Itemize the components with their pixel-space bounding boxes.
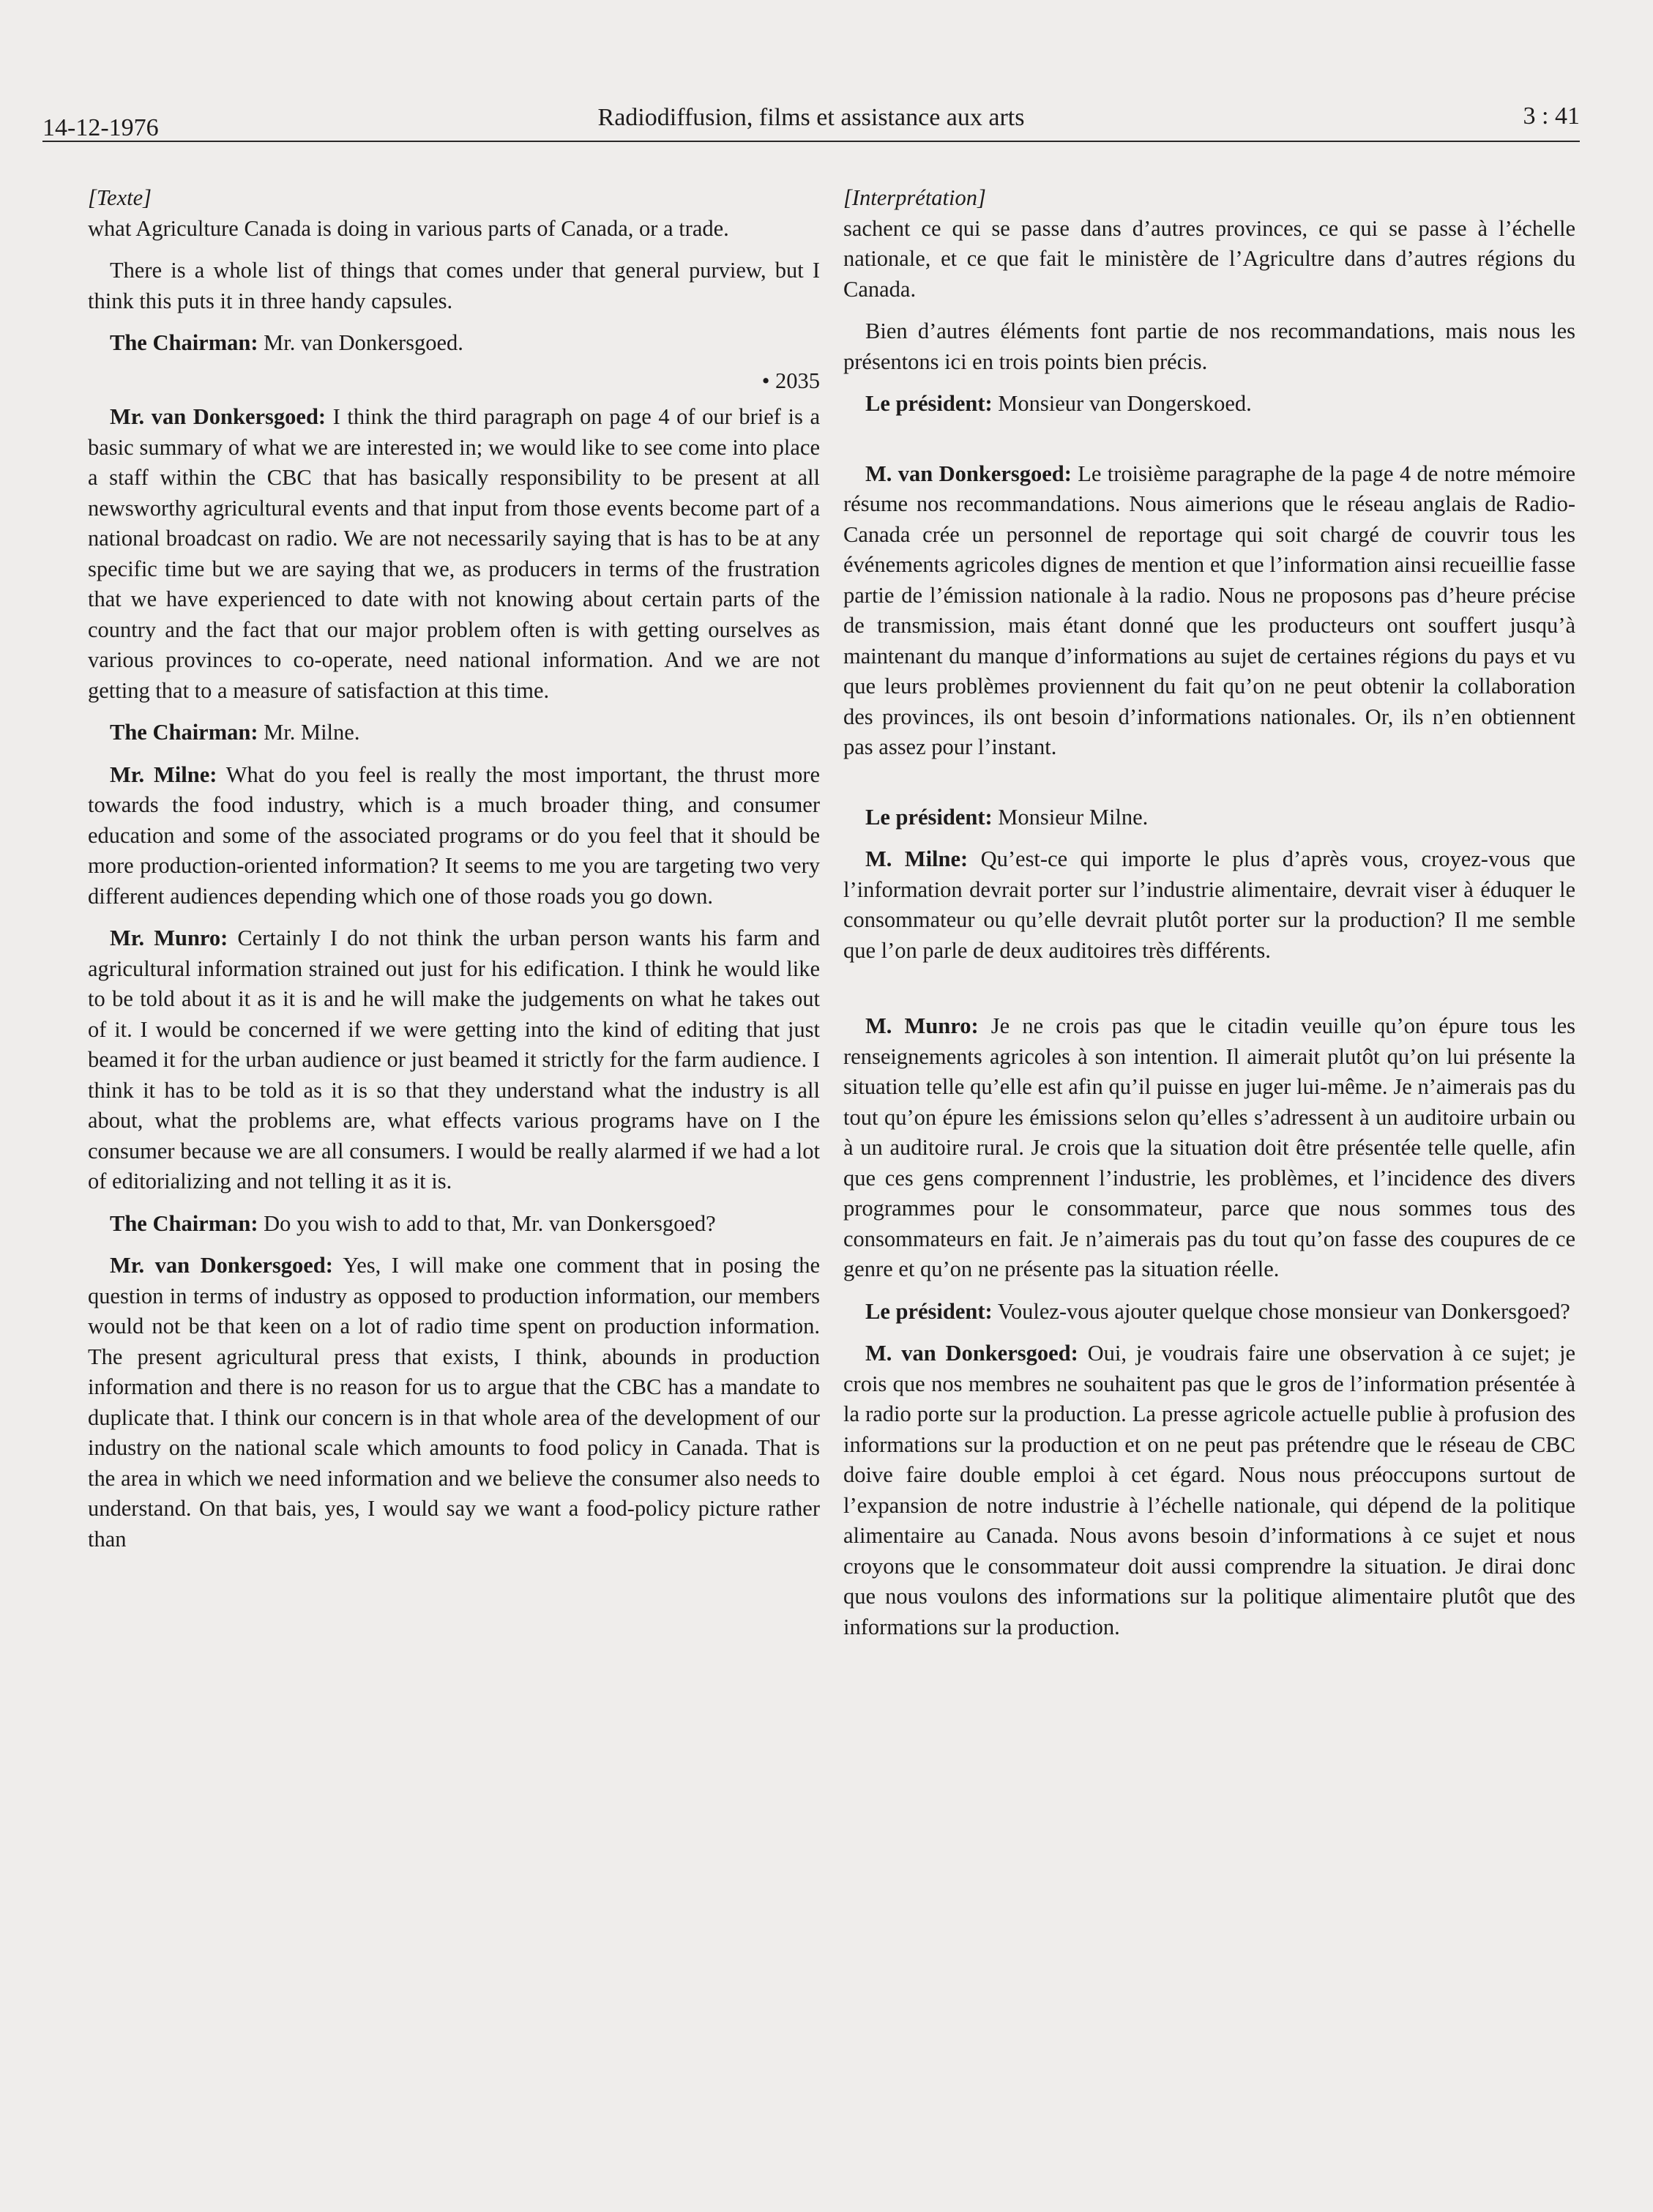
speech-text: Oui, je voudrais faire une observation à ce sujet; je crois que nos membres ne souhaitent pas que le gros de l’information présentée à la radio porte sur la production. La presse agricole actuelle publie à profusion des informations sur la production et on ne peut pas prétendre que le réseau de CBC doive faire double emploi à cet égard. Nous nous préoccupons surtout de l’expansion de notre industrie à l’échelle nationale, qui dépend de la politique alimentaire au Canada. Nous avons besoin d’informations à ce sujet et nous croyons que le consommateur doit aussi comprendre la situation. Je dirai donc que nous voulons des informations sur la politique alimentaire plutôt que des informations sur la production.: [843, 1341, 1575, 1639]
speaker-paragraph: [88, 402, 820, 706]
speaker-paragraph: [843, 1297, 1575, 1327]
header-page-number: 3 : 41: [1523, 103, 1580, 130]
speaker-name: Le président:: [865, 1298, 993, 1324]
speech-text: Mr. van Donkersgoed.: [264, 330, 463, 355]
speaker-paragraph: [88, 760, 820, 912]
speaker-name: Le président:: [865, 804, 993, 830]
speaker-paragraph: [843, 844, 1575, 966]
speaker-paragraph: [88, 1209, 820, 1240]
speaker-paragraph: [88, 328, 820, 359]
header-date: 14-12-1976: [42, 114, 159, 141]
paragraph: sachent ce qui se passe dans d’autres provinces, ce qui se passe à l’échelle nationale, et ce que fait le ministère de l’Agricultre dans d’autres régions du Canada.: [843, 215, 1575, 302]
speaker-name: M. van Donkersgoed:: [865, 1341, 1078, 1366]
speaker-name: Mr. van Donkersgoed:: [110, 1253, 333, 1278]
speaker-paragraph: [88, 923, 820, 1197]
speech-text: Certainly I do not think the urban person wants his farm and agricultural information strained out just for his edification. I think he would like to be told about it as it is and he will make the judgements on what he takes out of it. I would be concerned if we were getting into the kind of editing that just beamed it for the urban audience or just beamed it strictly for the farm audience. I think it has to be told as it is so that they understand what the industry is all about, what the problems are, what effects various programs have on I the consumer because we are all consumers. I would be really alarmed if we had a lot of editorializing and not telling it as it is.: [88, 926, 820, 1193]
speaker-paragraph: [843, 459, 1575, 763]
speaker-name: Le président:: [865, 391, 993, 416]
speaker-name: Mr. Milne:: [110, 761, 217, 787]
page-header: [42, 103, 1580, 142]
speaker-paragraph: [88, 718, 820, 748]
speech-text: Mr. Milne.: [264, 720, 360, 745]
speech-text: Je ne crois pas que le citadin veuille qu’on épure tous les renseignements agricoles à son intention. Il aimerait plutôt qu’on lui présente la situation telle qu’elle est afin qu’il puisse en juger lui-même. Je n’aimerais pas du tout qu’on épure les émissions selon qu’elles s’adressent à un auditoire urbain ou à un auditoire rural. Je crois que la situation doit être présentée telle quelle, afin que ces gens comprennent l’industrie, les problèmes, et l’incidence des divers programmes pour le consommateur, parce que nous sommes tous des consommateurs en fait. Je n’aimerais pas du tout qu’on fasse des coupures de ce genre et qu’on ne présente pas la situation réelle.: [843, 1013, 1576, 1281]
speaker-paragraph: [843, 389, 1575, 420]
speech-text: Le troisième paragraphe de la page 4 de notre mémoire résume nos recommandations. Nous aimerions que le réseau anglais de Radio-Canada crée un personnel de reportage qui soit chargé de couvrir tous les événements agricoles dignes de mention et que l’information ainsi recueillie fasse partie de l’émission nationale à la radio. Nous ne proposons pas d’heure précise de transmission, mais étant donné que les producteurs ont souffert jusqu’à maintenant du manque d’informations au sujet de certaines régions du pays et vu que leurs problèmes proviennent du fait qu’on ne peut obtenir la collaboration des provinces, ils ont besoin d’informations nationales. Or, ils n’en obtiennent pas assez pour l’instant.: [843, 461, 1576, 759]
speaker-name: Mr. van Donkersgoed:: [110, 404, 327, 429]
speaker-paragraph: [843, 1011, 1575, 1285]
speaker-name: M. van Donkersgoed:: [865, 461, 1072, 486]
speech-text: Monsieur van Dongerskoed.: [998, 391, 1252, 416]
left-column-english: [88, 183, 820, 1554]
speech-text: Do you wish to add to that, Mr. van Donkersgoed?: [264, 1210, 716, 1236]
section-label: [Interprétation]: [843, 185, 986, 210]
speech-text: I think the third paragraph on page 4 of our brief is a basic summary of what we are interested in; we would like to see come into place a staff within the CBC that has basically responsibility to be present at all newsworthy agricultural events and that input from those events become part of a national broadcast on radio. We are not necessarily saying that is has to be at any specific time but we are saying that we, as producers in terms of the frustration that we have experienced to date with not knowing about certain parts of the country and the fact that our major problem often is with getting ourselves as various provinces to co-operate, need national information. And we are not getting that to a measure of satisfaction at this time.: [88, 404, 820, 703]
header-title: Radiodiffusion, films et assistance aux arts: [597, 104, 1025, 131]
speaker-name: Mr. Munro:: [110, 926, 228, 950]
speaker-paragraph: [88, 1251, 820, 1554]
speech-text: Qu’est-ce qui importe le plus d’après vous, croyez-vous que l’information devrait porter sur l’industrie alimentaire, devrait viser à éduquer le consommateur ou qu’elle devrait plutôt porter sur la production? Il me semble que l’on parle de deux auditoires très différents.: [843, 846, 1576, 963]
speech-text: Yes, I will make one comment that in posing the question in terms of industry as opposed to production information, our members would not be that keen on a lot of radio time spent on production information. The present agricultural press that exists, I think, abounds in production information and there is no reason for us to argue that the CBC has a mandate to duplicate that. I think our concern is in that whole area of the development of our industry on the national scale which amounts to food policy in Canada. That is the area in which we need information and we believe the consumer also needs to understand. On that bais, yes, I would say we want a food-policy picture rather than: [88, 1253, 820, 1552]
paragraph: Bien d’autres éléments font partie de nos recommandations, mais nous les présentons ici en trois points bien précis.: [843, 319, 1575, 374]
speaker-paragraph: [843, 1338, 1575, 1642]
speaker-name: M. Munro:: [865, 1013, 979, 1038]
right-column-french: [843, 183, 1575, 1642]
speaker-name: M. Milne:: [865, 846, 969, 871]
speech-text: What do you feel is really the most important, the thrust more towards the food industry, which is a much broader thing, and consumer education and some of the associated programs or do you feel that it should be more production-oriented information? It seems to me you are targeting two very different audiences depending which one of those roads you go down.: [88, 761, 820, 909]
time-marker: • 2035: [761, 368, 820, 393]
paragraph: what Agriculture Canada is doing in various parts of Canada, or a trade.: [88, 215, 729, 241]
speaker-name: The Chairman:: [110, 1210, 258, 1236]
speaker-name: The Chairman:: [110, 330, 258, 355]
paragraph: There is a whole list of things that comes under that general purview, but I think this puts it in three handy capsules.: [88, 258, 820, 313]
section-label: [Texte]: [88, 185, 152, 210]
speech-text: Monsieur Milne.: [998, 804, 1149, 830]
speaker-paragraph: [843, 802, 1575, 833]
speaker-name: The Chairman:: [110, 720, 258, 745]
speech-text: Voulez-vous ajouter quelque chose monsieur van Donkersgoed?: [997, 1298, 1570, 1324]
